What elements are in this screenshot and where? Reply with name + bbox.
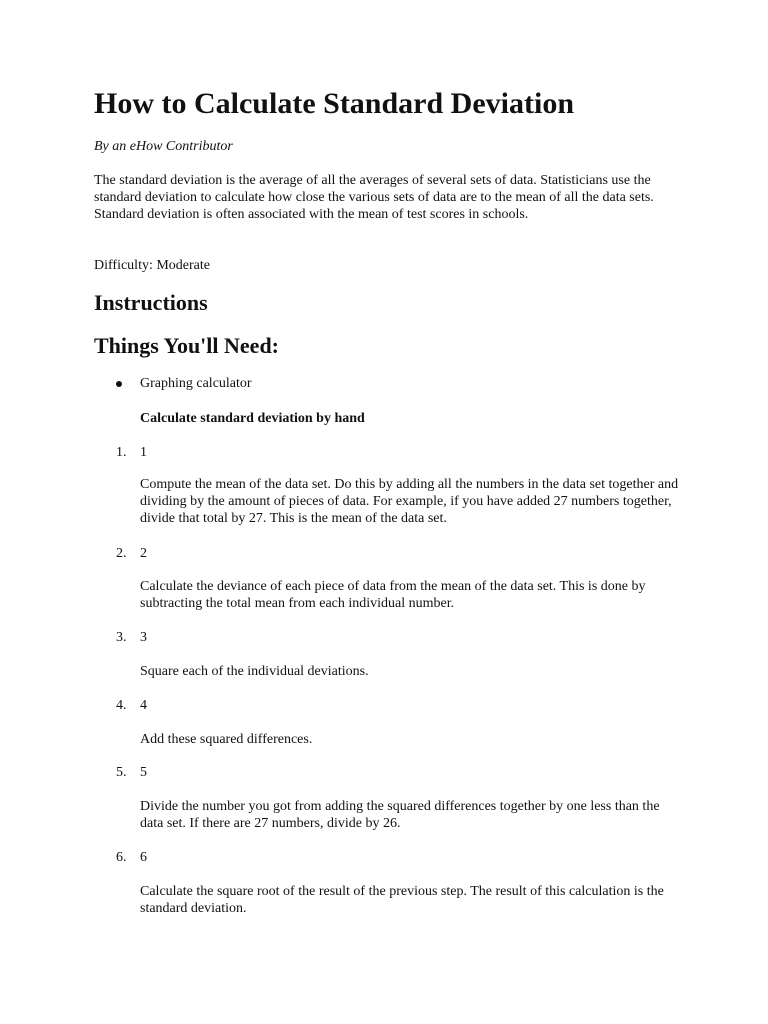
byline: By an eHow Contributor	[94, 139, 233, 154]
instructions-heading: Instructions	[94, 290, 208, 315]
page-title: How to Calculate Standard Deviation	[94, 87, 574, 120]
step-text: Add these squared differences.	[140, 732, 313, 747]
step-label: 3	[140, 630, 147, 645]
step-text: Square each of the individual deviations.	[140, 664, 369, 679]
list-item-label: Graphing calculator	[140, 376, 252, 391]
step-number: 1.	[116, 445, 127, 460]
step-text: Calculate the square root of the result of the previous step. The result of this calculation is the standard deviation.	[140, 884, 664, 916]
step-label: 1	[140, 445, 147, 460]
step-text: Calculate the deviance of each piece of data from the mean of the data set. This is done by subtracting the total mean from each individual number.	[140, 579, 646, 611]
intro-paragraph: The standard deviation is the average of all the averages of several sets of data. Statisticians use the standard deviation to calculate how close the various sets of data are to the mean of all the data sets. Standard deviation is often associated with the mean of test scores in schools.	[94, 173, 654, 222]
bullet-icon	[116, 381, 122, 387]
step-label: 4	[140, 698, 147, 713]
things-needed-heading: Things You'll Need:	[94, 333, 280, 358]
step-text: Divide the number you got from adding the squared differences together by one less than the data set. If there are 27 numbers, divide by 26.	[140, 799, 660, 831]
step-text: Compute the mean of the data set. Do this by adding all the numbers in the data set together and dividing by the amount of pieces of data. For example, if you have added 27 numbers together, divide that total by 27. This is the mean of the data set.	[140, 477, 679, 526]
step-number: 4.	[116, 698, 127, 713]
step-number: 5.	[116, 765, 127, 780]
step-number: 6.	[116, 850, 127, 865]
step-label: 6	[140, 850, 147, 865]
step-number: 3.	[116, 630, 127, 645]
difficulty-label: Difficulty: Moderate	[94, 258, 210, 273]
step-label: 2	[140, 546, 147, 561]
section-subheading: Calculate standard deviation by hand	[140, 411, 365, 426]
step-number: 2.	[116, 546, 127, 561]
step-label: 5	[140, 765, 147, 780]
